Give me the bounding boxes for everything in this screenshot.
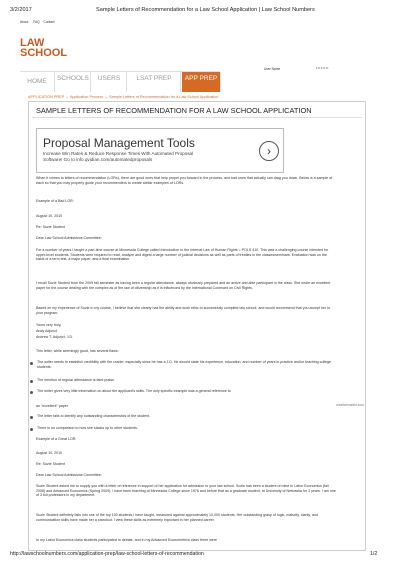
good-example-heading: Example of a Great LOR: [36, 437, 77, 441]
ad-line1: Increase Win Rates & Reduce Response Times With Automated Proposal [43, 151, 194, 156]
bad-date: August 10, 2010 [36, 214, 63, 218]
good-paragraph-2: Suzie Student definitely falls into one of the top 100 students I have taught, measured against approximately 10,000 students. Her outstanding grasp of logic, maturity, clarity, and communication skills have made her a standout. I view these skills as extremely important in her planned career. [36, 513, 318, 522]
password-field[interactable]: •••••••• [316, 66, 329, 70]
good-paragraph-3: In my Labor Economics class students participated in debate, and in my Advanced Econometrics class there were [36, 538, 217, 542]
bullet-icon [30, 380, 33, 383]
bullet-icon [30, 428, 33, 431]
bad-paragraph-2: I recall Suzie Student from the 2009 fall semester as having been a regular attendance, always obviously prepared and an active and able participant in the class. She wrote an excellent paper for the course dealing with the complex as of the law of citizenship as it is influenced by the International Covenant on Civil Rights. [36, 281, 331, 290]
flaw-1: The writer needs to establish credibility with the reader, especially since he has a J.D. He should state his experience, education, and number of years in practice and/or teaching college students. [37, 360, 332, 369]
nav-users[interactable]: USERS [92, 72, 127, 92]
nav-schools[interactable]: SCHOOLS [56, 72, 91, 92]
breadcrumb [28, 95, 218, 99]
top-links [20, 20, 55, 24]
ad-next-icon[interactable]: › [259, 141, 279, 161]
intro-paragraph: When it comes to letters of recommendation (LORs), there are good ones that help propel you forward in the process, and bad ones that actually can drag you down. Below is a sample of each so that you may properly guide your recommenders to create stellar examples of LORs. [36, 176, 333, 185]
bad-paragraph-3: Based on my experience of Suzie in my course, I believe that she clearly has the ability and work ethic to successfully complete law school, and would recommend that you accept her to your program. [36, 306, 331, 315]
nav-home[interactable]: HOME [20, 72, 55, 92]
sidebar-credit[interactable]: creativemarket.com [336, 403, 364, 407]
bad-re: Re: Suzie Student [36, 225, 65, 229]
ad-line2: Software! Go to info.qvidian.com/automatedproposals [43, 157, 153, 162]
bad-signature-name: Andy Adjunct [36, 329, 57, 333]
good-re: Re: Suzie Student [36, 462, 65, 466]
heading-rule [32, 117, 362, 118]
contact-link[interactable]: Contact [43, 20, 55, 24]
flaws-heading: This letter, while seemingly good, has several flaws: [36, 349, 119, 353]
good-salutation: Dear Law School Admissions Committee: [36, 473, 102, 477]
ad-banner[interactable] [36, 128, 284, 173]
username-label: User Name [264, 67, 281, 71]
bad-paragraph-1: For a number of years I taught a part-time course at Minnesota College called Introduction to the Internal Law of Human Rights = POLS 410. This was a challenging course intended for upper-level students. Students were required to read, analyze and digest a large number of judicial decisions as well as parts of treaties in the classes/seminars. Evaluation was on the basis of a term test, a major paper, and a final examination. [36, 248, 329, 262]
faq-link[interactable]: FAQ [33, 20, 40, 24]
article-heading: SAMPLE LETTERS OF RECOMMENDATION FOR A LAW SCHOOL APPLICATION [36, 106, 312, 115]
ad-title[interactable]: Proposal Management Tools [43, 136, 195, 150]
nav-lsat-prep[interactable]: LSAT PREP [128, 72, 181, 92]
good-paragraph-1: Suzie Student asked me to supply you with a letter of reference in support of her application for admission to your law school. Suzie has been a student of mine in Labor Economics (fall 2008) and Advanced Economics (Spring 2009). I have been teaching at Minnesota College since 1976 and before that as a graduate student, at University of Nebraska for 3 years. I am one of 3 full professors in my department. [36, 484, 336, 498]
breadcrumb-text[interactable]: APPLICATION PREP → Application Process → Sample Letters of Recommendation for a Law School Application [28, 95, 219, 99]
flaw-4: The letter fails to identify any outstanding characteristics of the student. [37, 414, 151, 418]
bullet-icon [30, 391, 33, 394]
about-link[interactable]: About [20, 20, 29, 24]
page-title: Sample Letters of Recommendation for a Law School Application | Law School Numbers [96, 7, 315, 13]
good-date: August 10, 2010 [36, 451, 63, 455]
print-date: 3/2/2017 [10, 7, 32, 13]
bad-example-heading: Example of a Bad LOR: [36, 199, 74, 203]
flaw-3: The writer gives very little information on about the applicant's skills. The only specific example was a general reference to [37, 389, 231, 393]
footer-url: http://lawschoolnumbers.com/application-prep/law-school-letters-of-recommendation [10, 551, 204, 557]
bullet-icon [30, 416, 33, 419]
flaw-3-continued: an "excellent" paper [36, 404, 68, 408]
flaw-5: There is no comparison to how she stacks up to other students. [37, 426, 138, 430]
site-logo[interactable] [20, 38, 67, 58]
logo-line2: SCHOOL [20, 47, 68, 59]
bad-salutation: Dear Law School Admissions Committee: [36, 236, 102, 240]
nav-app-prep[interactable]: APP PREP [182, 72, 221, 92]
bad-closing: Yours very truly, [36, 323, 62, 327]
page-count: 1/2 [370, 551, 378, 557]
flaw-2: The mention of regular attendance is faint praise. [37, 378, 116, 382]
logo-line1: LAW [20, 37, 45, 49]
bullet-icon [30, 362, 33, 365]
bad-signature-title: Andrew T. Adjunct, J.D. [36, 335, 74, 339]
